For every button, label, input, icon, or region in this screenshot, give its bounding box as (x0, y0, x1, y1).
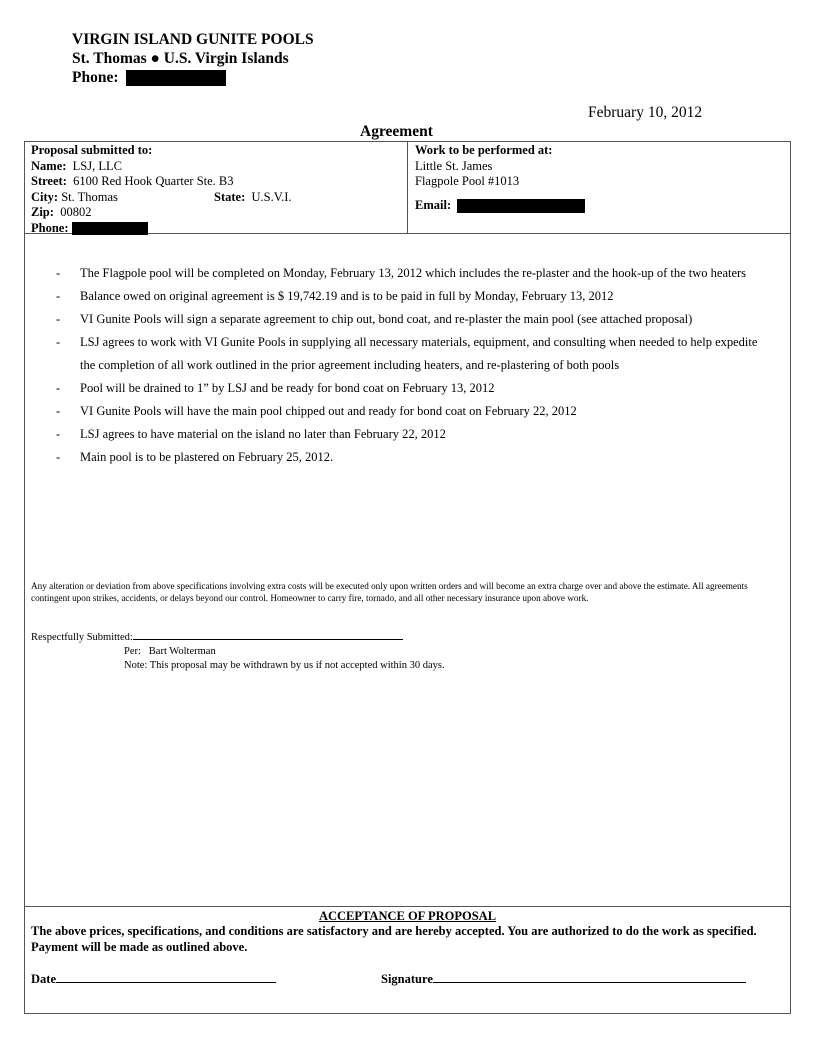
item-text: Pool will be drained to 1” by LSJ and be ready for bond coat on February 13, 2012 (80, 381, 495, 395)
work-location-line2: Flagpole Pool #1013 (415, 174, 520, 188)
zip-label: Zip: (31, 205, 54, 219)
withdrawal-note: Note: This proposal may be withdrawn by us if not accepted within 30 days. (124, 660, 445, 671)
list-item: - LSJ agrees to work with VI Gunite Pools in supplying all necessary materials, equipment, and consulting when needed to help expedite the completion of all work outlined in the prior agreement including heaters, and re-plastering of both pools (56, 335, 758, 372)
acceptance-divider (24, 906, 791, 907)
list-item: - Main pool is to be plastered on February 25, 2012. (56, 450, 334, 464)
item-text: LSJ agrees to work with VI Gunite Pools in supplying all necessary materials, equipment, and consulting when needed to help expedite the completion of all work outlined in the prior agreement including heaters, and re-plastering of both pools (80, 335, 758, 372)
client-state: U.S.V.I. (251, 189, 292, 204)
submitted-block (31, 629, 445, 673)
list-item: - The Flagpole pool will be completed on Monday, February 13, 2012 which includes the re-plaster and the hook-up of the two heaters (56, 266, 747, 280)
submitted-signature-line (133, 629, 403, 640)
list-item: - LSJ agrees to have material on the island no later than February 22, 2012 (56, 427, 446, 441)
item-text: The Flagpole pool will be completed on Monday, February 13, 2012 which includes the re-plaster and the hook-up of the two heaters (80, 266, 747, 280)
company-location: St. Thomas ● U.S. Virgin Islands (72, 50, 289, 67)
date-field[interactable] (31, 970, 276, 987)
company-phone-label: Phone: (72, 69, 119, 86)
item-text: LSJ agrees to have material on the island no later than February 22, 2012 (80, 427, 446, 441)
document-date: February 10, 2012 (588, 104, 703, 121)
client-name: LSJ, LLC (72, 158, 122, 173)
signature-line[interactable] (433, 970, 746, 983)
column-divider (407, 141, 408, 234)
client-street: 6100 Red Hook Quarter Ste. B3 (73, 174, 234, 188)
work-location-heading: Work to be performed at: (415, 143, 553, 157)
signature-label: Signature (381, 972, 433, 986)
item-text: VI Gunite Pools will have the main pool chipped out and ready for bond coat on February 22, 2012 (80, 404, 577, 418)
client-phone-label: Phone: (31, 220, 69, 235)
per-name: Bart Wolterman (148, 646, 216, 657)
item-text: Main pool is to be plastered on February 25, 2012. (80, 450, 334, 464)
signature-field[interactable] (381, 970, 746, 987)
terms-fine-print: Any alteration or deviation from above specifications involving extra costs will be executed only upon written orders and will become an extra charge over and above the estimate. All agreements contingent upon strikes, accidents, or delays beyond our control. Homeowner to carry fire, tornado, and all other necessary insurance upon above work. (31, 581, 748, 603)
name-label: Name: (31, 158, 67, 173)
redacted-client-phone (72, 222, 148, 235)
submitted-to-block (31, 143, 401, 236)
company-name: VIRGIN ISLAND GUNITE POOLS (72, 31, 314, 48)
state-label: State: (214, 189, 246, 204)
item-text: VI Gunite Pools will sign a separate agreement to chip out, bond coat, and re-plaster the main pool (see attached proposal) (80, 312, 693, 326)
submitted-label: Respectfully Submitted: (31, 632, 133, 643)
date-line[interactable] (56, 970, 276, 983)
per-label: Per: (124, 646, 141, 657)
client-city: St. Thomas (61, 189, 118, 204)
redacted-phone (126, 70, 226, 86)
acceptance-text: The above prices, specifications, and conditions are satisfactory and are hereby accepted. You are authorized to do the work as specified. Payment will be made as outlined above. (31, 924, 757, 954)
list-item: - Balance owed on original agreement is $ 19,742.19 and is to be paid in full by Monday, February 13, 2012 (56, 289, 614, 303)
work-location-block (415, 143, 785, 213)
document-title: Agreement (360, 123, 433, 140)
work-location-line1: Little St. James (415, 158, 493, 173)
submitted-to-heading: Proposal submitted to: (31, 143, 153, 157)
client-zip: 00802 (60, 205, 92, 219)
letterhead (72, 30, 314, 87)
item-text: Balance owed on original agreement is $ 19,742.19 and is to be paid in full by Monday, February 13, 2012 (80, 289, 614, 303)
email-label: Email: (415, 197, 452, 212)
agreement-items (56, 262, 768, 469)
redacted-email (457, 199, 585, 213)
list-item: - VI Gunite Pools will have the main pool chipped out and ready for bond coat on February 22, 2012 (56, 404, 577, 418)
city-label: City: (31, 189, 59, 204)
street-label: Street: (31, 174, 67, 188)
list-item: - VI Gunite Pools will sign a separate agreement to chip out, bond coat, and re-plaster the main pool (see attached proposal) (56, 312, 693, 326)
list-item: - Pool will be drained to 1” by LSJ and be ready for bond coat on February 13, 2012 (56, 381, 495, 395)
date-label: Date (31, 972, 56, 986)
acceptance-title: ACCEPTANCE OF PROPOSAL (318, 909, 497, 923)
company-phone-row (72, 68, 314, 87)
